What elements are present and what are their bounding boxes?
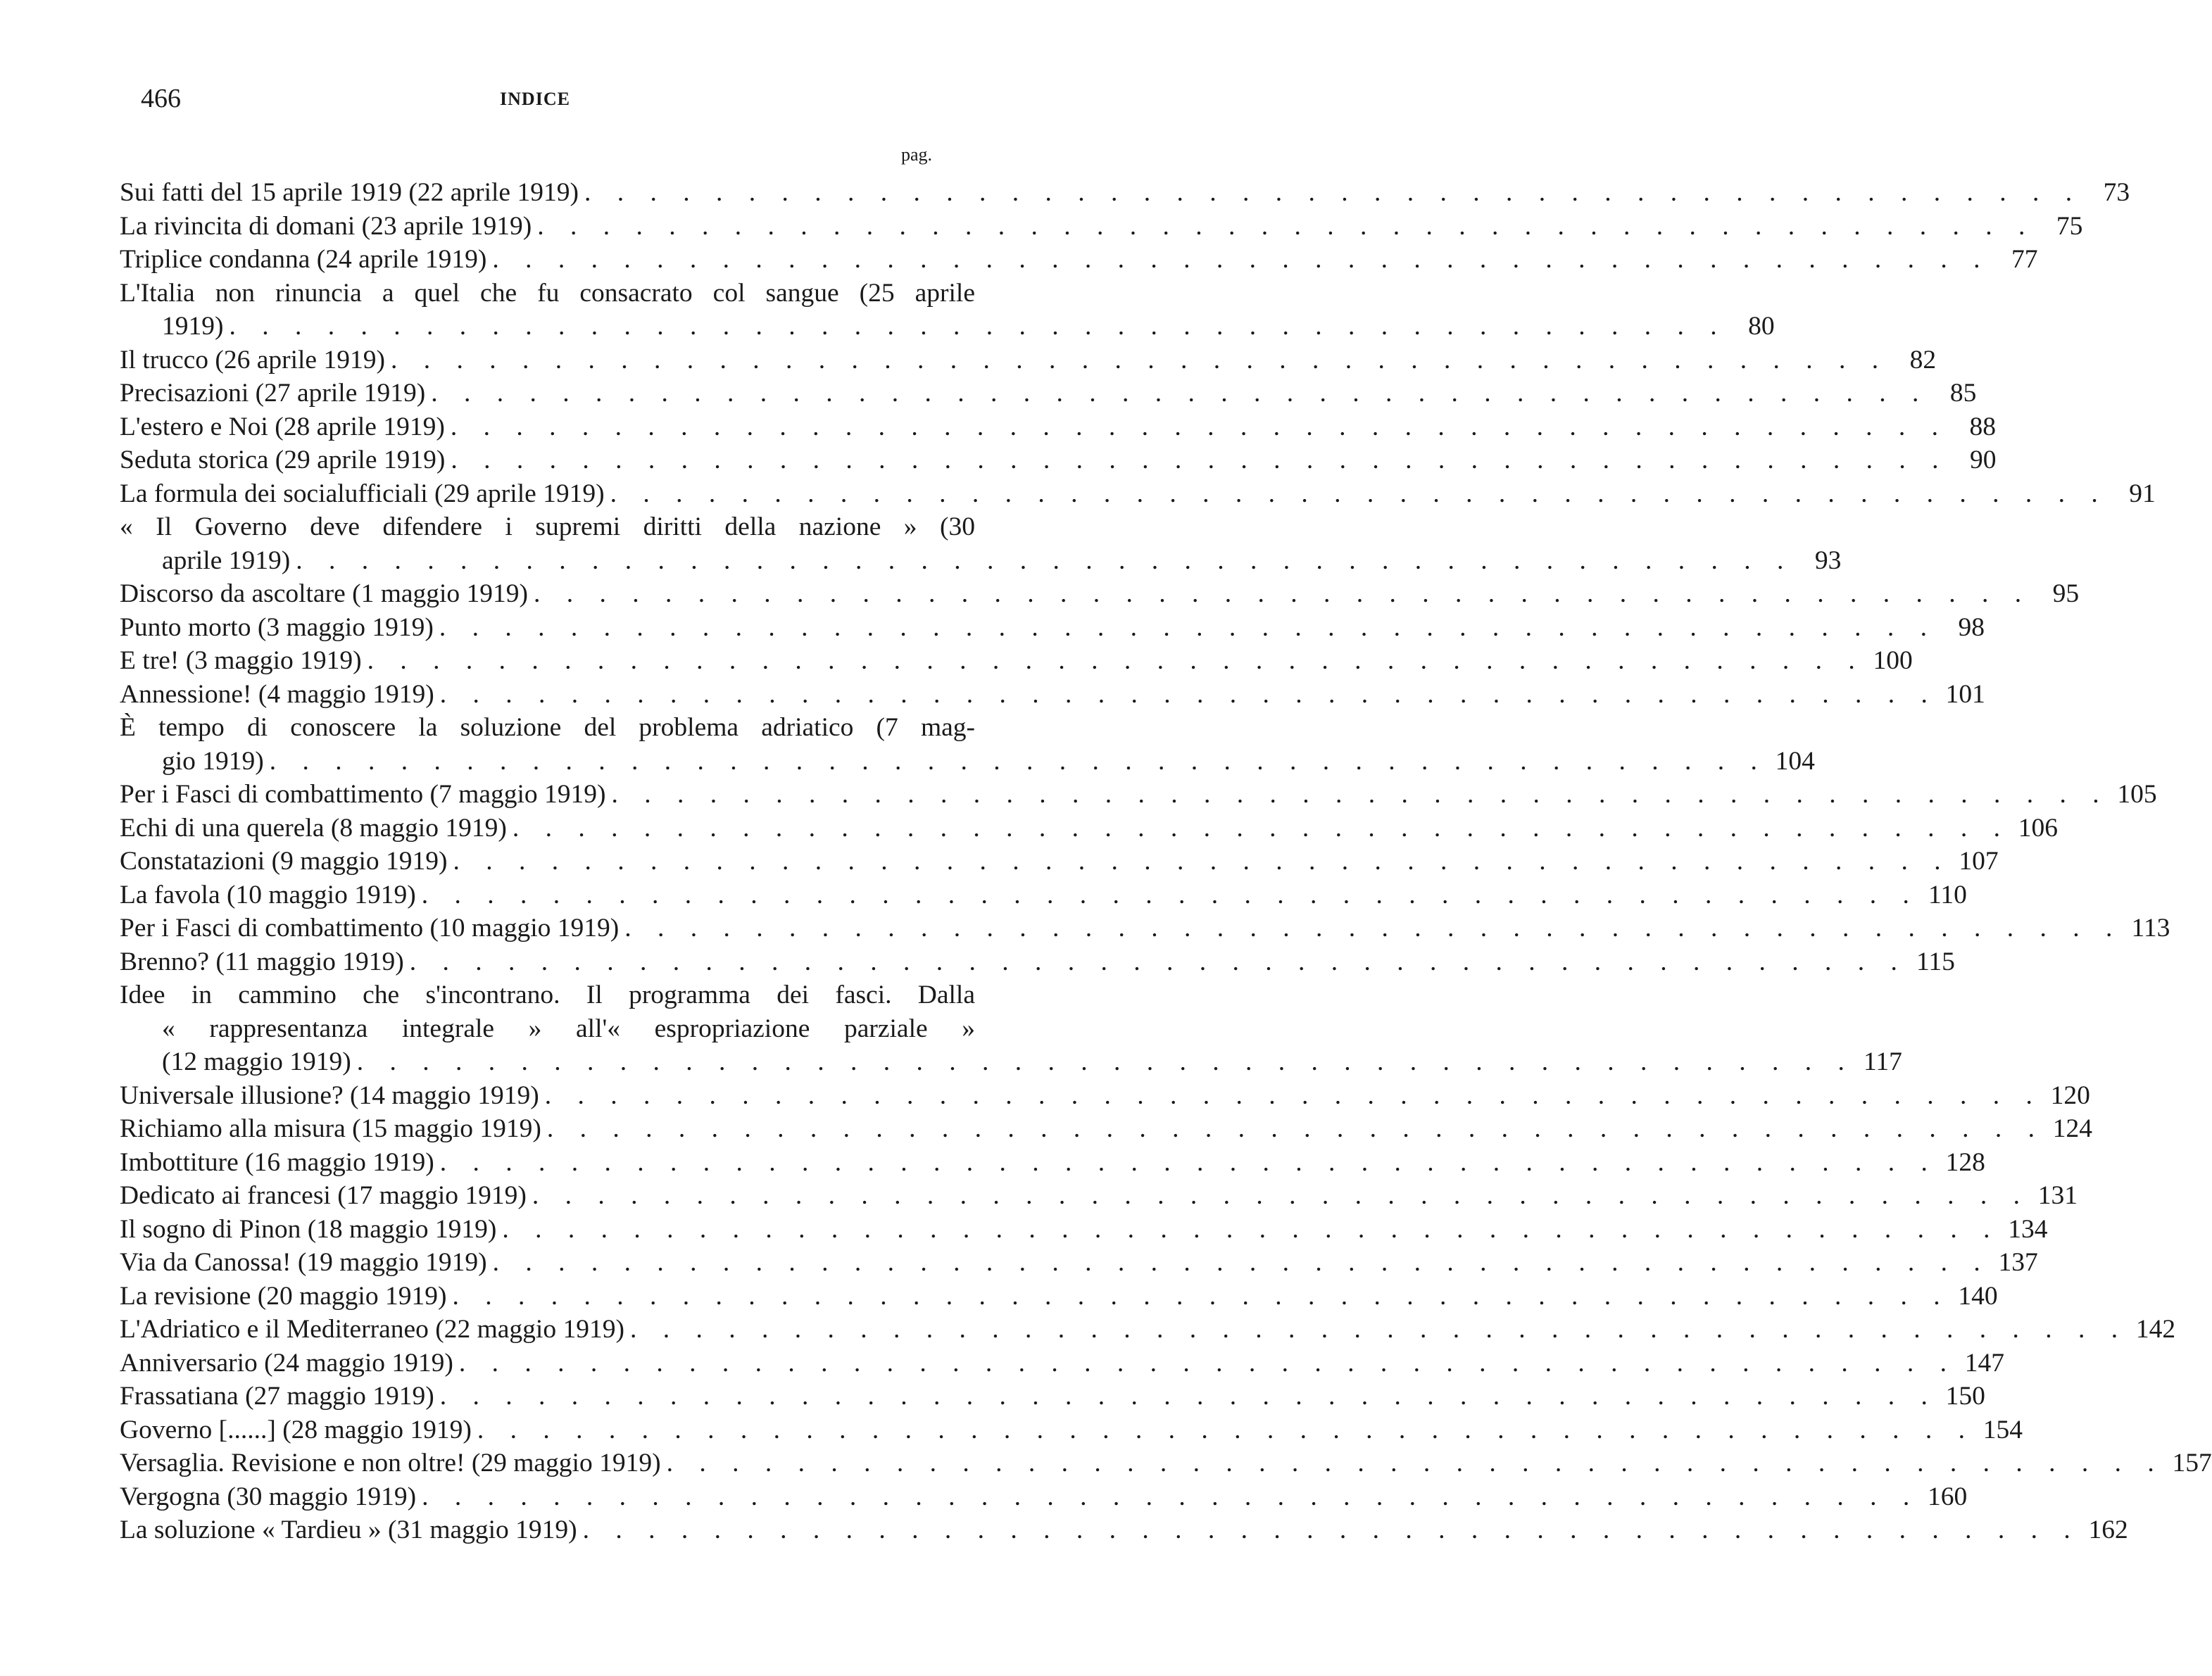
toc-page-number: 160 — [1927, 1482, 1968, 1511]
toc-entry-line: Idee in cammino che s'incontrano. Il programma dei fasci. Dalla — [120, 981, 975, 1009]
page-column-label: pag. — [901, 144, 933, 165]
toc-entry — [120, 1347, 2004, 1380]
toc-entry — [120, 377, 1977, 410]
toc-entry-title: La soluzione « Tardieu » (31 maggio 1919) — [120, 1516, 577, 1544]
toc-page-number: 115 — [1916, 947, 1955, 976]
toc-entry-title: Per i Fasci di combattimento (10 maggio 1919) — [120, 914, 620, 943]
toc-entry-title: Frassatiana (27 maggio 1919) — [120, 1382, 434, 1411]
toc-entry-title: Il trucco (26 aprile 1919) — [120, 345, 385, 374]
toc-entry-title: gio 1919) — [162, 746, 264, 776]
dot-leader: . . . . . . . . . . . . . . . . . . . . . . . . . . . . . . . . . . . . . . . . . . . . . . — [451, 446, 1949, 474]
toc-entry — [120, 912, 2170, 945]
dot-leader: . . . . . . . . . . . . . . . . . . . . . . . . . . . . . . . . . . . . . . . . . . . . . . — [512, 813, 2010, 843]
toc-page-number: 95 — [2052, 579, 2080, 608]
toc-page-number: 110 — [1928, 880, 1967, 909]
toc-entry — [120, 477, 2156, 511]
dot-leader: . . . . . . . . . . . . . . . . . . . . . . . . . . . . . . . . . . . . . . . . . . . . . . — [269, 746, 1767, 776]
dot-leader: . . . . . . . . . . . . . . . . . . . . . . . . . . . . . . . . . . . . . . . . . . . . . . — [452, 1281, 1950, 1311]
dot-leader: . . . . . . . . . . . . . . . . . . . . . . . . . . . . . . . . . . . . . . . . . . . . . . — [356, 1047, 1854, 1076]
page-number: 466 — [141, 84, 181, 113]
dot-leader: . . . . . . . . . . . . . . . . . . . . . . . . . . . . . . . . . . . . . . . . . . . . . . — [439, 679, 1937, 709]
toc-entry — [120, 644, 1913, 678]
toc-entry-line: L'Italia non rinuncia a quel che fu consacrato col sangue (25 aprile — [120, 278, 975, 308]
toc-entry-title: L'estero e Noi (28 aprile 1919) — [120, 412, 445, 441]
dot-leader: . . . . . . . . . . . . . . . . . . . . . . . . . . . . . . . . . . . . . . . . . . . . . . — [546, 1114, 2044, 1143]
dot-leader: . . . . . . . . . . . . . . . . . . . . . . . . . . . . . . . . . . . . . . . . . . . . . . — [537, 211, 2035, 241]
toc-entry-title: Via da Canossa! (19 maggio 1919) — [120, 1248, 487, 1277]
toc-page-number: 150 — [1945, 1382, 1985, 1411]
toc-entry — [120, 1380, 1985, 1413]
toc-entry — [120, 1179, 2078, 1213]
toc-page-number: 73 — [2103, 178, 2130, 207]
toc-entry-title: Universale illusione? (14 maggio 1919) — [120, 1080, 539, 1110]
toc-entry — [120, 945, 1955, 979]
toc-entry — [120, 410, 1996, 444]
toc-page-number: 142 — [2135, 1315, 2176, 1344]
toc-entry — [120, 611, 1985, 645]
toc-entry-title: La formula dei socialufficiali (29 aprile 1919) — [120, 479, 605, 508]
toc-page-number: 140 — [1958, 1281, 1998, 1311]
dot-leader: . . . . . . . . . . . . . . . . . . . . . . . . . . . . . . . . . . . . . . . . . . . . . . — [584, 178, 2082, 207]
toc-page-number: 137 — [1998, 1248, 2038, 1277]
toc-entry — [120, 577, 2080, 611]
toc-page-number: 101 — [1945, 679, 1985, 709]
toc-entry — [120, 1246, 2038, 1280]
toc-entry — [120, 1112, 2092, 1146]
toc-entry-title: (12 maggio 1919) — [162, 1047, 351, 1076]
toc-entry-title: Il sogno di Pinon (18 maggio 1919) — [120, 1214, 497, 1244]
toc-entry — [120, 344, 1937, 377]
toc-entry-title: Annessione! (4 maggio 1919) — [120, 679, 434, 709]
toc-page-number: 154 — [1982, 1415, 2023, 1444]
toc-entry — [120, 1079, 2090, 1113]
toc-entry-title: Brenno? (11 maggio 1919) — [120, 947, 404, 976]
dot-leader: . . . . . . . . . . . . . . . . . . . . . . . . . . . . . . . . . . . . . . . . . . . . . . — [367, 646, 1865, 675]
toc-entry — [120, 1313, 2176, 1347]
toc-entry-line: « Il Governo deve difendere i supremi diritti della nazione » (30 — [120, 512, 975, 541]
dot-leader: . . . . . . . . . . . . . . . . . . . . . . . . . . . . . . . . . . . . . . . . . . . . . . — [439, 1382, 1937, 1411]
toc-entry-title: Per i Fasci di combattimento (7 maggio 1919) — [120, 780, 606, 809]
toc-entry-title: Triplice condanna (24 aprile 1919) — [120, 245, 487, 274]
toc-page-number: 106 — [2018, 813, 2058, 843]
toc-entry — [120, 544, 1842, 578]
page-header — [141, 83, 929, 118]
dot-leader: . . . . . . . . . . . . . . . . . . . . . . . . . . . . . . . . . . . . . . . . . . . . . . — [492, 245, 1990, 274]
toc-entry — [120, 878, 1967, 912]
toc-entry — [120, 243, 2038, 277]
toc-page-number: 131 — [2037, 1181, 2078, 1210]
toc-entry — [120, 745, 1815, 779]
toc-page-number: 80 — [1748, 312, 1775, 341]
toc-entry — [120, 1146, 1985, 1180]
dot-leader: . . . . . . . . . . . . . . . . . . . . . . . . . . . . . . . . . . . . . . . . . . . . . . — [296, 546, 1794, 575]
dot-leader: . . . . . . . . . . . . . . . . . . . . . . . . . . . . . . . . . . . . . . . . . . . . . . — [624, 914, 2123, 943]
toc-entry-title: Constatazioni (9 maggio 1919) — [120, 847, 448, 876]
toc-entry-title: Dedicato ai francesi (17 maggio 1919) — [120, 1181, 527, 1210]
toc-entry — [120, 845, 1999, 878]
toc-page-number: 104 — [1775, 746, 1815, 776]
toc-entry-line: È tempo di conoscere la soluzione del problema adriatico (7 mag- — [120, 713, 975, 742]
toc-page-number: 100 — [1873, 646, 1913, 675]
dot-leader: . . . . . . . . . . . . . . . . . . . . . . . . . . . . . . . . . . . . . . . . . . . . . . — [629, 1315, 2128, 1344]
toc-entry — [120, 310, 1775, 344]
toc-entry — [120, 210, 2083, 244]
toc-page-number: 134 — [2008, 1214, 2048, 1244]
dot-leader: . . . . . . . . . . . . . . . . . . . . . . . . . . . . . . . . . . . . . . . . . . . . . . — [532, 1181, 2030, 1210]
toc-entry-title: Precisazioni (27 aprile 1919) — [120, 379, 426, 408]
toc-entry-title: Echi di una querela (8 maggio 1919) — [120, 813, 507, 843]
dot-leader: . . . . . . . . . . . . . . . . . . . . . . . . . . . . . . . . . . . . . . . . . . . . . . — [229, 312, 1727, 341]
toc-entry-title: 1919) — [162, 312, 224, 341]
toc-entry-title: aprile 1919) — [162, 546, 291, 575]
dot-leader: . . . . . . . . . . . . . . . . . . . . . . . . . . . . . . . . . . . . . . . . . . . . . . — [502, 1214, 2000, 1244]
dot-leader: . . . . . . . . . . . . . . . . . . . . . . . . . . . . . . . . . . . . . . . . . . . . . . — [439, 612, 1937, 642]
toc-entry — [120, 1413, 2023, 1447]
toc-entry-title: E tre! (3 maggio 1919) — [120, 646, 362, 675]
toc-page-number: 75 — [2056, 211, 2083, 241]
toc-entry-title: Discorso da ascoltare (1 maggio 1919) — [120, 579, 529, 608]
toc-page-number: 147 — [1964, 1348, 2004, 1378]
dot-leader: . . . . . . . . . . . . . . . . . . . . . . . . . . . . . . . . . . . . . . . . . . . . . . — [610, 479, 2108, 508]
toc-entry — [120, 678, 1985, 712]
toc-entry — [120, 1045, 1902, 1079]
toc-entry-title: Sui fatti del 15 aprile 1919 (22 aprile 1919) — [120, 178, 579, 207]
dot-leader: . . . . . . . . . . . . . . . . . . . . . . . . . . . . . . . . . . . . . . . . . . . . . . — [421, 880, 1919, 909]
toc-page-number: 90 — [1970, 446, 1997, 474]
toc-entry — [120, 1280, 1998, 1313]
dot-leader: . . . . . . . . . . . . . . . . . . . . . . . . . . . . . . . . . . . . . . . . . . . . . . — [390, 345, 1889, 374]
toc-page-number: 107 — [1959, 847, 1999, 876]
toc-page-number: 91 — [2129, 479, 2156, 508]
dot-leader: . . . . . . . . . . . . . . . . . . . . . . . . . . . . . . . . . . . . . . . . . . . . . . — [492, 1248, 1990, 1277]
toc-page-number: 88 — [1969, 412, 1996, 441]
dot-leader: . . . . . . . . . . . . . . . . . . . . . . . . . . . . . . . . . . . . . . . . . . . . . . — [450, 412, 1948, 441]
toc-page-number: 77 — [2011, 245, 2038, 274]
toc-page-number: 157 — [2172, 1449, 2212, 1477]
toc-page-number: 82 — [1909, 345, 1937, 374]
toc-page-number: 117 — [1863, 1047, 1902, 1076]
toc-entry — [120, 443, 1997, 477]
toc-page-number: 124 — [2052, 1114, 2092, 1143]
table-of-contents — [120, 176, 2212, 1547]
toc-entry-title: Seduta storica (29 aprile 1919) — [120, 446, 446, 474]
toc-entry-title: Anniversario (24 maggio 1919) — [120, 1348, 453, 1378]
toc-page-number: 105 — [2117, 780, 2157, 809]
toc-entry — [120, 1447, 2212, 1480]
toc-entry-title: Imbottiture (16 maggio 1919) — [120, 1147, 434, 1177]
toc-page-number: 113 — [2131, 914, 2170, 943]
toc-entry-line: « rappresentanza integrale » all'« espropriazione parziale » — [162, 1014, 975, 1043]
running-head: INDICE — [500, 89, 570, 109]
toc-entry — [120, 176, 2130, 210]
toc-page-number: 85 — [1949, 379, 1977, 408]
dot-leader: . . . . . . . . . . . . . . . . . . . . . . . . . . . . . . . . . . . . . . . . . . . . . . — [431, 379, 1929, 408]
toc-page-number: 93 — [1814, 546, 1842, 575]
dot-leader: . . . . . . . . . . . . . . . . . . . . . . . . . . . . . . . . . . . . . . . . . . . . . . — [534, 579, 2032, 608]
dot-leader: . . . . . . . . . . . . . . . . . . . . . . . . . . . . . . . . . . . . . . . . . . . . . . — [611, 780, 2109, 809]
toc-entry-title: Punto morto (3 maggio 1919) — [120, 612, 434, 642]
toc-entry-title: La revisione (20 maggio 1919) — [120, 1281, 447, 1311]
toc-page-number: 98 — [1958, 612, 1985, 642]
dot-leader: . . . . . . . . . . . . . . . . . . . . . . . . . . . . . . . . . . . . . . . . . . . . . . — [582, 1516, 2080, 1544]
dot-leader: . . . . . . . . . . . . . . . . . . . . . . . . . . . . . . . . . . . . . . . . . . . . . . — [422, 1482, 1920, 1511]
dot-leader: . . . . . . . . . . . . . . . . . . . . . . . . . . . . . . . . . . . . . . . . . . . . . . — [409, 947, 1907, 976]
toc-entry-title: Versaglia. Revisione e non oltre! (29 maggio 1919) — [120, 1449, 661, 1477]
toc-entry — [120, 1513, 2128, 1547]
dot-leader: . . . . . . . . . . . . . . . . . . . . . . . . . . . . . . . . . . . . . . . . . . . . . . — [439, 1147, 1937, 1177]
toc-entry-title: Vergogna (30 maggio 1919) — [120, 1482, 417, 1511]
dot-leader: . . . . . . . . . . . . . . . . . . . . . . . . . . . . . . . . . . . . . . . . . . . . . . — [666, 1449, 2164, 1477]
toc-entry-title: Richiamo alla misura (15 maggio 1919) — [120, 1114, 541, 1143]
toc-page-number: 120 — [2050, 1080, 2090, 1110]
toc-entry — [120, 778, 2157, 812]
toc-page-number: 128 — [1945, 1147, 1985, 1177]
toc-entry-title: La favola (10 maggio 1919) — [120, 880, 416, 909]
toc-entry-title: La rivincita di domani (23 aprile 1919) — [120, 211, 532, 241]
toc-page-number: 162 — [2088, 1516, 2128, 1544]
toc-entry-title: Governo [......] (28 maggio 1919) — [120, 1415, 472, 1444]
dot-leader: . . . . . . . . . . . . . . . . . . . . . . . . . . . . . . . . . . . . . . . . . . . . . . — [458, 1348, 1956, 1378]
dot-leader: . . . . . . . . . . . . . . . . . . . . . . . . . . . . . . . . . . . . . . . . . . . . . . — [544, 1080, 2042, 1110]
toc-entry — [120, 1213, 2048, 1247]
dot-leader: . . . . . . . . . . . . . . . . . . . . . . . . . . . . . . . . . . . . . . . . . . . . . . — [453, 847, 1951, 876]
toc-entry — [120, 812, 2058, 845]
toc-entry-title: L'Adriatico e il Mediterraneo (22 maggio 1919) — [120, 1315, 624, 1344]
dot-leader: . . . . . . . . . . . . . . . . . . . . . . . . . . . . . . . . . . . . . . . . . . . . . . — [477, 1415, 1975, 1444]
toc-entry — [120, 1480, 1968, 1514]
